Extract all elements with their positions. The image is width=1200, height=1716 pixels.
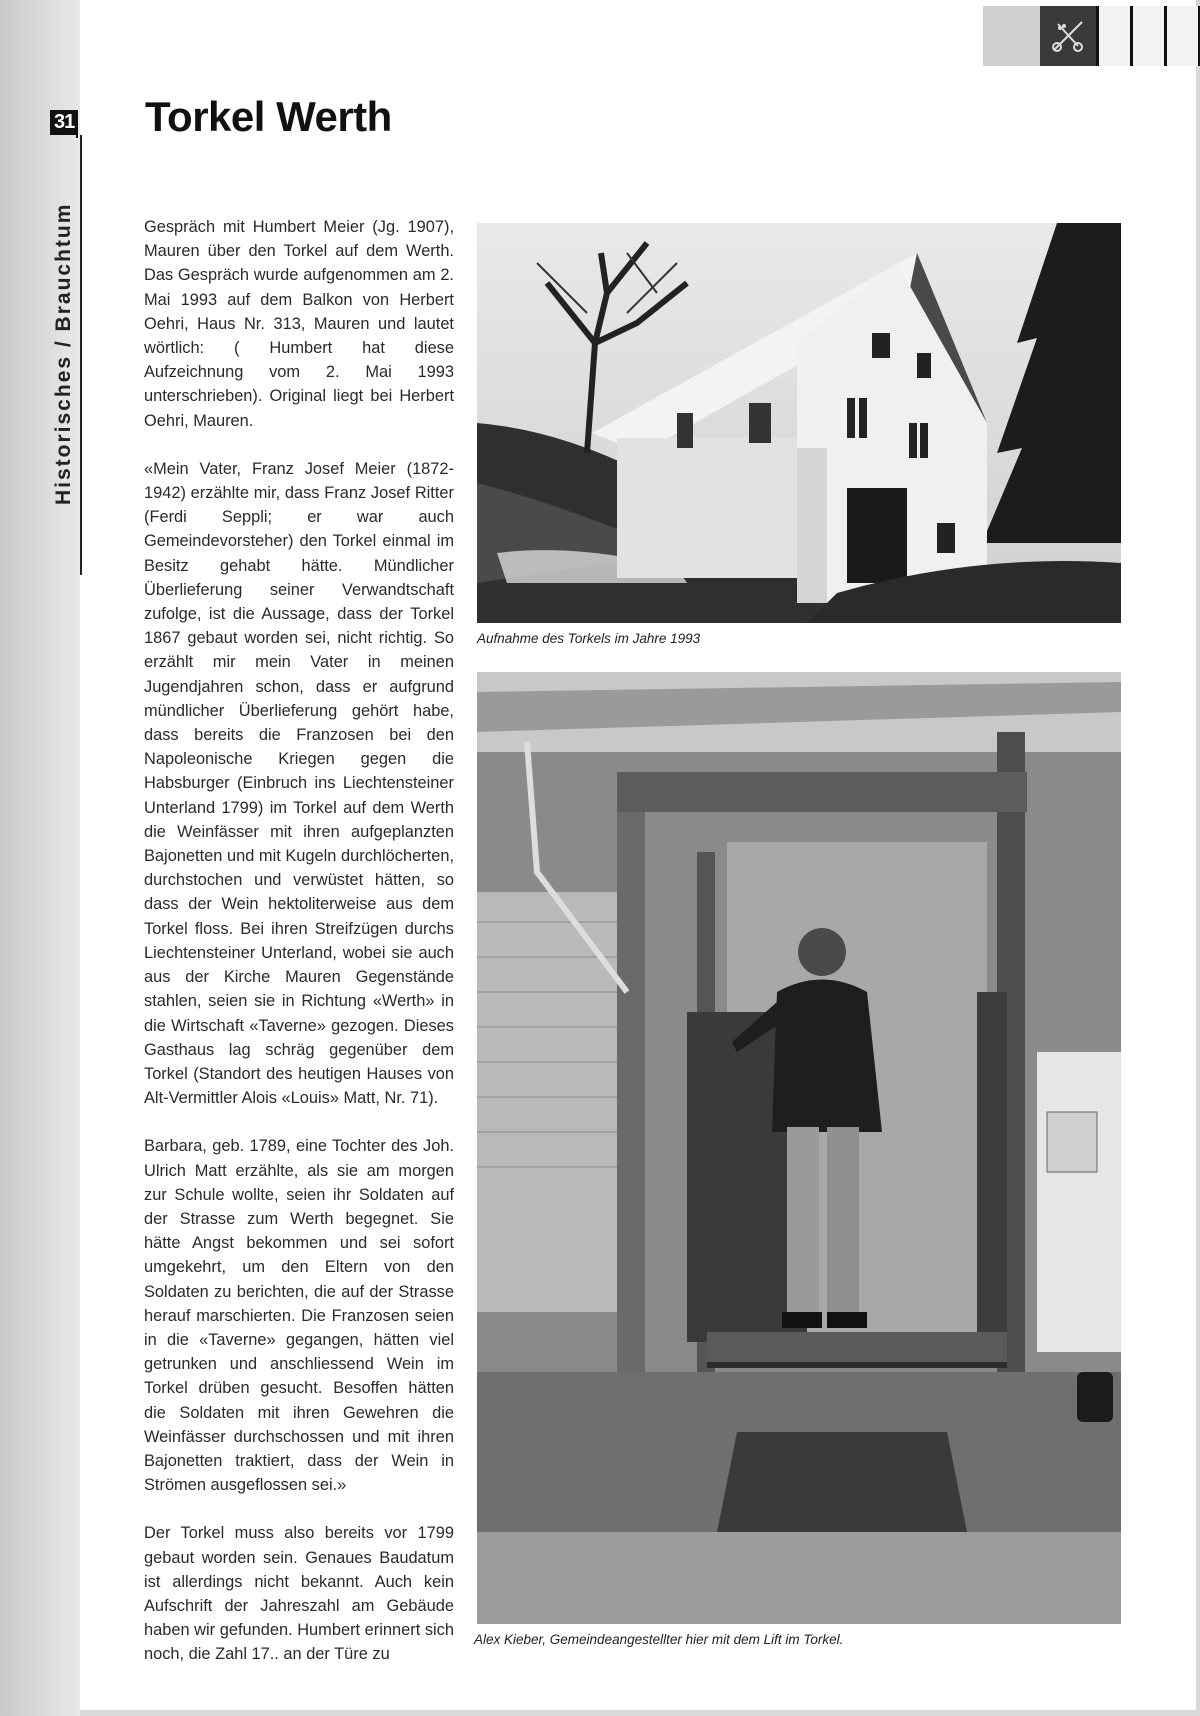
corner-tab bbox=[983, 6, 1200, 66]
page-number: 31 bbox=[50, 110, 78, 135]
section-rule bbox=[80, 135, 82, 575]
page-number-rule bbox=[76, 112, 78, 138]
paragraph: Der Torkel muss also bereits vor 1799 gebaut worden sein. Genaues Baudatum ist allerdings nicht bekannt. Auch kein Aufschrift der Jahreszahl am Gebäude haben wir gefunden. Humbert erinnert sich noch, die Zahl 17.. an der Türe zu bbox=[144, 1524, 454, 1664]
photo-caption: Aufnahme des Torkels im Jahre 1993 bbox=[477, 631, 701, 646]
paragraph: Gespräch mit Humbert Meier (Jg. 1907), Mauren über den Torkel auf dem Werth. Das Gespräch wurde aufgenommen am 2. Mai 1993 auf dem Balkon von Herbert Oehri, Haus Nr. 313, Mauren und lautet wörtlich: ( Humbert hat diese Aufzeichnung vom 2. Mai 1993 unterschrieben). Original liegt bei Herbert Oehri, Mauren. bbox=[144, 218, 454, 430]
wine-press-lift-photo bbox=[477, 672, 1121, 1624]
photo-caption: Alex Kieber, Gemeindeangestellter hier mit dem Lift im Torkel. bbox=[474, 1632, 844, 1647]
paragraph: Barbara, geb. 1789, eine Tochter des Joh. Ulrich Matt erzählte, als sie am morgen zur Schule wollte, seien ihr Soldaten auf der Strasse zum Werth begegnet. Sie hätte Angst bekommen und sei sofort umgekehrt, um den Eltern von den Soldaten zu berichten, die auf der Strasse herauf marschierten. Die Franzosen seien in die «Taverne» gegangen, hätten viel getrunken und anschliessend Wein im Torkel drüben gesucht. Besoffen hätten die Soldaten mit ihren Gewehren die Weinfässer durchschossen und mit ihren Bajonetten traktiert, dass der Wein in Strömen ausgeflossen sei.» bbox=[144, 1137, 454, 1495]
article-title: Torkel Werth bbox=[145, 93, 392, 140]
house-photo bbox=[477, 223, 1121, 623]
paragraph: «Mein Vater, Franz Josef Meier (1872-1942) erzählte mir, dass Franz Josef Ritter (Ferdi Seppli; er war auch Gemeindevorsteher) den Torkel einmal im Besitz gehabt hätte. Mündlicher Überlieferung seiner Verwandtschaft zufolge, ist die Aussage, dass der Torkel 1867 gebaut worden sei, nicht richtig. So erzählt mir mein Vater in meinen Jugendjahren schon, dass er aufgrund mündlicher Überlieferung gehört habe, dass bereits die Franzosen bei den Napoleonische Kriegen gegen die Habsburger (Einbruch ins Liechtensteiner Unterland 1799) im Torkel auf dem Werth die Weinfässer mit ihren aufgeplanzten Bajonetten und mit Kugeln durchlöcherten, durchstochen und verwüstet hätten, so dass der Wein hektoliterweise aus dem Torkel floss. Bei ihren Streifzügen durchs Liechtensteiner Unterland, wobei sie auch aus der Kirche Mauren Gegenstände stahlen, seien sie in Richtung «Werth» in die Wirtschaft «Taverne» gezogen. Dieses Gasthaus lag schräg gegenüber dem Torkel (Standort des heutigen Hauses von Alt-Vermittler Alois «Louis» Matt, Nr. 71). bbox=[144, 459, 454, 1108]
section-label: Historisches / Brauchtum bbox=[52, 202, 75, 505]
scissors-grapes-icon bbox=[1048, 16, 1088, 56]
article-body bbox=[144, 215, 454, 1667]
